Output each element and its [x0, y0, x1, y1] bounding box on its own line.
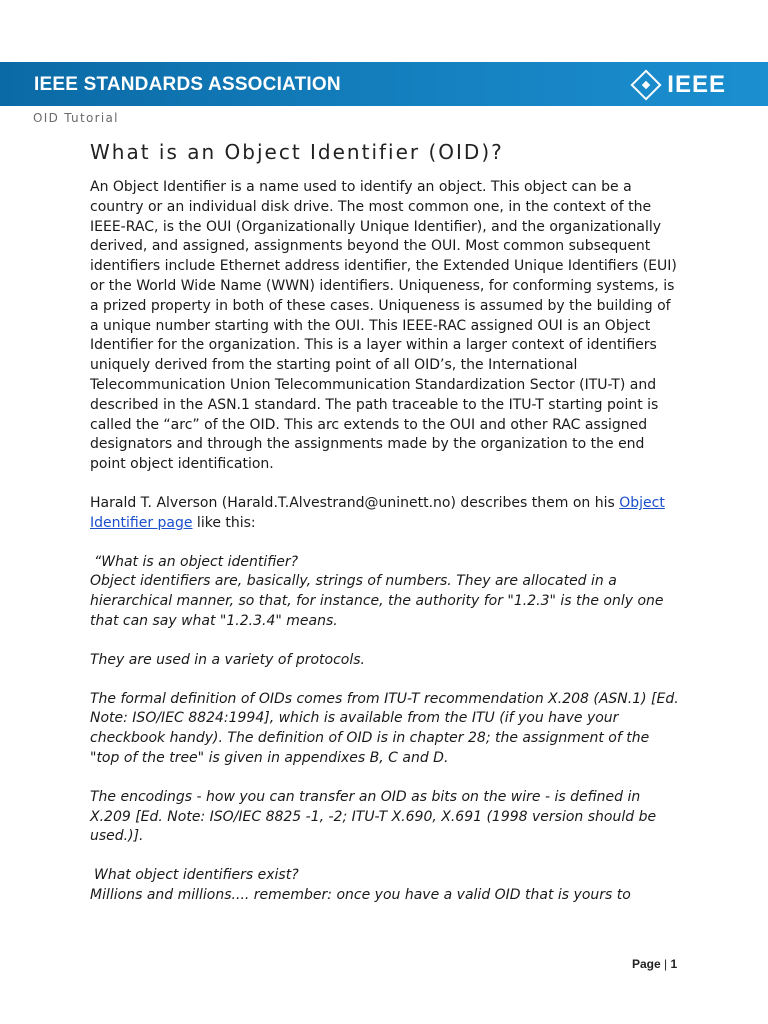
quote-paragraph: They are used in a variety of protocols.	[90, 651, 365, 668]
ieee-logo	[635, 71, 726, 99]
attribution-suffix: like this:	[192, 514, 256, 531]
page-title: What is an Object Identifier (OID)?	[90, 140, 504, 164]
header-banner	[0, 62, 768, 106]
quote-paragraph: Millions and millions.... remember: once you have a valid OID that is yours to	[90, 886, 631, 903]
quote-paragraph: Object identifiers are, basically, strings of numbers. They are allocated in a hierarchical manner, so that, for instance, the authority for "1.2.3" is the only one that can say what "1.2.3.4" means.	[90, 573, 664, 629]
ieee-diamond-icon	[631, 69, 662, 100]
page-number: 1	[670, 957, 678, 971]
page-separator: |	[664, 957, 668, 971]
logo-text: IEEE	[667, 71, 726, 98]
object-identifier-page-link[interactable]: Object Identifier page	[90, 494, 665, 531]
quoted-text	[90, 553, 680, 906]
intro-paragraph: An Object Identifier is a name used to identify an object. This object can be a country or an individual disk drive. The most common one, in the context of the IEEE-RAC, is the OUI (Organizationally Unique Identifier), and the organizationally derived, and assigned, assignments beyond the OUI. Most common subsequent identifiers include Ethernet address identifier, the Extended Unique Identifiers (EUI) or the World Wide Name (WWN) identifiers. Uniqueness, for conforming systems, is a prized property in both of these cases. Uniqueness is assumed by the building of a unique number starting with the OUI. This IEEE-RAC assigned OUI is an Object Identifier for the organization. This is a layer within a larger context of identifiers uniquely derived from the starting point of all OID’s, the International Telecommunication Union Telecommunication Standardization Sector (ITU-T) and described in the ASN.1 standard. The path traceable to the ITU-T starting point is called the “arc” of the OID. This arc extends to the OUI and other RAC assigned designators and through the assignments made by the organization to the end point object identification.	[90, 179, 677, 473]
quote-paragraph: The encodings - how you can transfer an OID as bits on the wire - is defined in X.209 [Ed. Note: ISO/IEC 8825 -1, -2; ITU-T X.690, X.691 (1998 version should be used.)].	[90, 788, 657, 845]
document-subtitle: OID Tutorial	[33, 111, 119, 125]
attribution-prefix: Harald T. Alverson (Harald.T.Alvestrand@uninett.no) describes them on his	[90, 494, 620, 511]
organization-name: IEEE STANDARDS ASSOCIATION	[34, 74, 341, 95]
page-label: Page	[632, 957, 661, 971]
document-body	[90, 140, 680, 906]
quote-heading-2: What object identifiers exist?	[94, 867, 299, 884]
quote-heading-1: “What is an object identifier?	[94, 553, 299, 570]
quote-paragraph: The formal definition of OIDs comes from ITU-T recommendation X.208 (ASN.1) [Ed. Note: ISO/IEC 8824:1994], which is available from the ITU (if you have your checkbook handy). The definition of OID is in chapter 28; the assignment of the "top of the tree" is given in appendixes B, C and D.	[90, 690, 679, 766]
attribution-paragraph	[90, 494, 680, 534]
page-footer	[632, 957, 677, 971]
